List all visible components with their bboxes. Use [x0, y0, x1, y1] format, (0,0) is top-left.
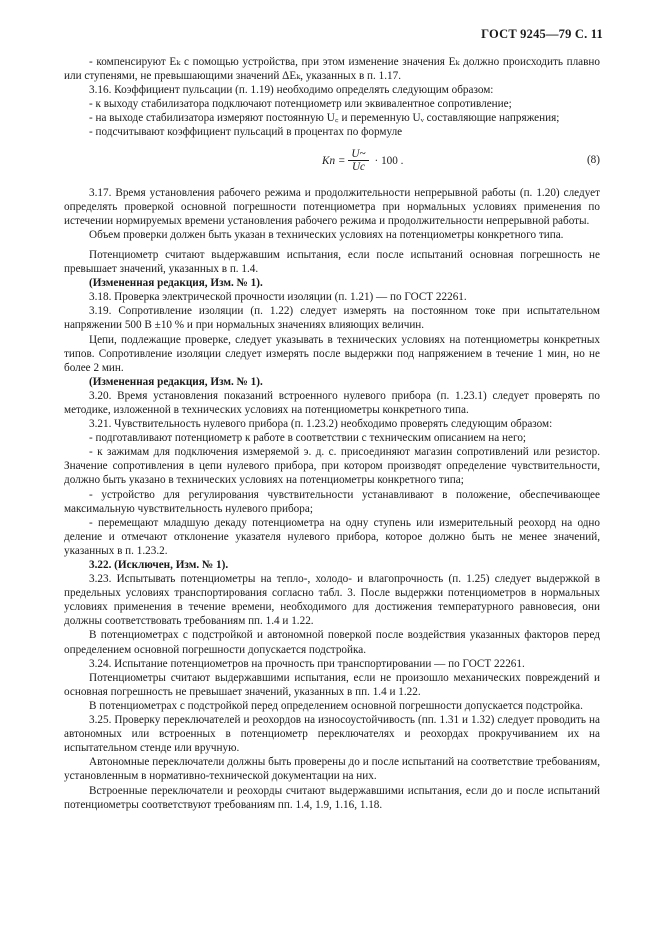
paragraph-scope: Объем проверки должен быть указан в технических условиях на потенциометры конкретного типа.	[89, 228, 564, 241]
paragraph-3-22: 3.22. (Исключен, Изм. № 1).	[89, 559, 229, 571]
list-item-calculate: - подсчитывают коэффициент пульсаций в процентах по формуле	[89, 126, 403, 139]
paragraph-transport-passed: Потенциометры считают выдержавшими испытания, если не произошло механических повреждений и основная погрешность не превышает значений, указанных в пп. 1.4 и 1.22.	[64, 671, 600, 698]
paragraph-3-21: 3.21. Чувствительность нулевого прибора (п. 1.23.2) необходимо проверять следующим образом:	[89, 418, 553, 431]
paragraph-3-24: 3.24. Испытание потенциометров на прочность при транспортировании — по ГОСТ 22261.	[89, 657, 525, 670]
paragraph-3-23: 3.23. Испытывать потенциометры на тепло-, холодо- и влагопрочность (п. 1.25) следует выдержкой в предельных условиях транспортирования согласно табл. 3. После выдержки потенциометров в нормальных условиях применения в течение времени, необходимого для достижения температурного равновесия, они должны соответствовать требованиям пп. 1.4 и 1.22.	[64, 573, 600, 628]
list-item-prepare: - подготавливают потенциометр к работе в соответствии с техническим описанием на него;	[89, 432, 527, 445]
paragraph-3-17: 3.17. Время установления рабочего режима и продолжительности непрерывной работы (п. 1.20) следует определять проверкой основной погрешности потенциометра при нормальных условиях применения по истечении нормируемых времени установления рабочего режима и продолжительности непрерывной работы.	[64, 186, 600, 227]
amendment-note: (Измененная редакция, Изм. № 1).	[89, 375, 263, 388]
amendment-note: (Измененная редакция, Изм. № 1).	[89, 277, 263, 290]
paragraph-3-25: 3.25. Проверку переключателей и реохордов на износоустойчивость (пп. 1.31 и 1.32) следует проводить на автономных или встроенных в потенциометр переключателях и реохордах прокручиванием их на испытательном стенде или вручную.	[64, 714, 600, 755]
paragraph-3-20: 3.20. Время установления показаний встроенного нулевого прибора (п. 1.23.1) следует проверять по методике, изложенной в технических условиях на потенциометры конкретного типа.	[64, 389, 600, 416]
formula-number: (8)	[586, 153, 600, 166]
list-item-resistor: - к зажимам для подключения измеряемой э. д. с. присоединяют магазин сопротивлений или резистор. Значение сопротивления в цепи нулевого прибора, при котором производят определение чувствительности, должно быть указано в технических условиях на потенциометры конкретного типа;	[64, 446, 600, 487]
paragraph-3-18: 3.18. Проверка электрической прочности изоляции (п. 1.21) — по ГОСТ 22261.	[89, 291, 467, 304]
running-header: ГОСТ 9245—79 С. 11	[481, 27, 603, 41]
formula-multiplier: · 100 .	[374, 154, 404, 167]
formula-numerator: U~	[348, 148, 368, 161]
list-item-measure: - на выходе стабилизатора измеряют постоянную U꜀ и переменную Uᵥ составляющие напряжения;	[89, 112, 560, 125]
formula-lhs: Kп =	[322, 154, 346, 167]
paragraph-compensate: - компенсируют Eₖ с помощью устройства, при этом изменение значения Eₖ должно происходить плавно или ступенями, не превышающими значений ΔEₖ, указанных в п. 1.17.	[64, 56, 600, 83]
paragraph-3-19: 3.19. Сопротивление изоляции (п. 1.22) следует измерять на постоянном токе при испытательном напряжении 500 В ±10 % и при нормальных значениях влияющих величин.	[64, 305, 600, 332]
paragraph-circuits: Цепи, подлежащие проверке, следует указывать в технических условиях на потенциометры конкретных типов. Сопротивление изоляции следует измерять после выдержки под напряжением в течение 1 мин, но не более 2 мин.	[64, 333, 600, 374]
formula-expression	[322, 144, 403, 178]
list-item-decade: - перемещают младшую декаду потенциометра на одну ступень или измерительный реохорд на одно деление и отмечают отклонение указателя нулевого прибора, которое должно быть не менее значений, указанных в п. 1.23.2.	[64, 516, 600, 557]
formula-denominator: Uc	[351, 161, 365, 174]
formula-8	[64, 144, 600, 178]
paragraph-builtin: Встроенные переключатели и реохорды считают выдержавшими испытания, если до и после испытаний потенциометры соответствуют требованиям пп. 1.4, 1.9, 1.16, 1.18.	[64, 784, 600, 811]
list-item-sensitivity: - устройство для регулирования чувствительности устанавливают в положение, обеспечивающее максимальную чувствительность нулевого прибора;	[64, 488, 600, 515]
page-body	[64, 55, 600, 812]
paragraph-3-16: 3.16. Коэффициент пульсации (п. 1.19) необходимо определять следующим образом:	[89, 84, 494, 97]
paragraph-adjustment: В потенциометрах с подстройкой и автономной поверкой после воздействия указанных факторов перед определением основной погрешности допускается подстройка.	[64, 629, 600, 656]
list-item-connect: - к выходу стабилизатора подключают потенциометр или эквивалентное сопротивление;	[89, 98, 512, 111]
paragraph-passed: Потенциометр считают выдержавшим испытания, если после испытаний основная погрешность не превышает значений, указанных в п. 1.4.	[64, 248, 600, 276]
paragraph-tuning: В потенциометрах с подстройкой перед определением основной погрешности допускается подстройка.	[89, 699, 583, 712]
paragraph-autonomous: Автономные переключатели должны быть проверены до и после испытаний на соответствие требованиям, установленным в нормативно-технической документации на них.	[64, 756, 600, 783]
formula-fraction	[348, 148, 368, 173]
